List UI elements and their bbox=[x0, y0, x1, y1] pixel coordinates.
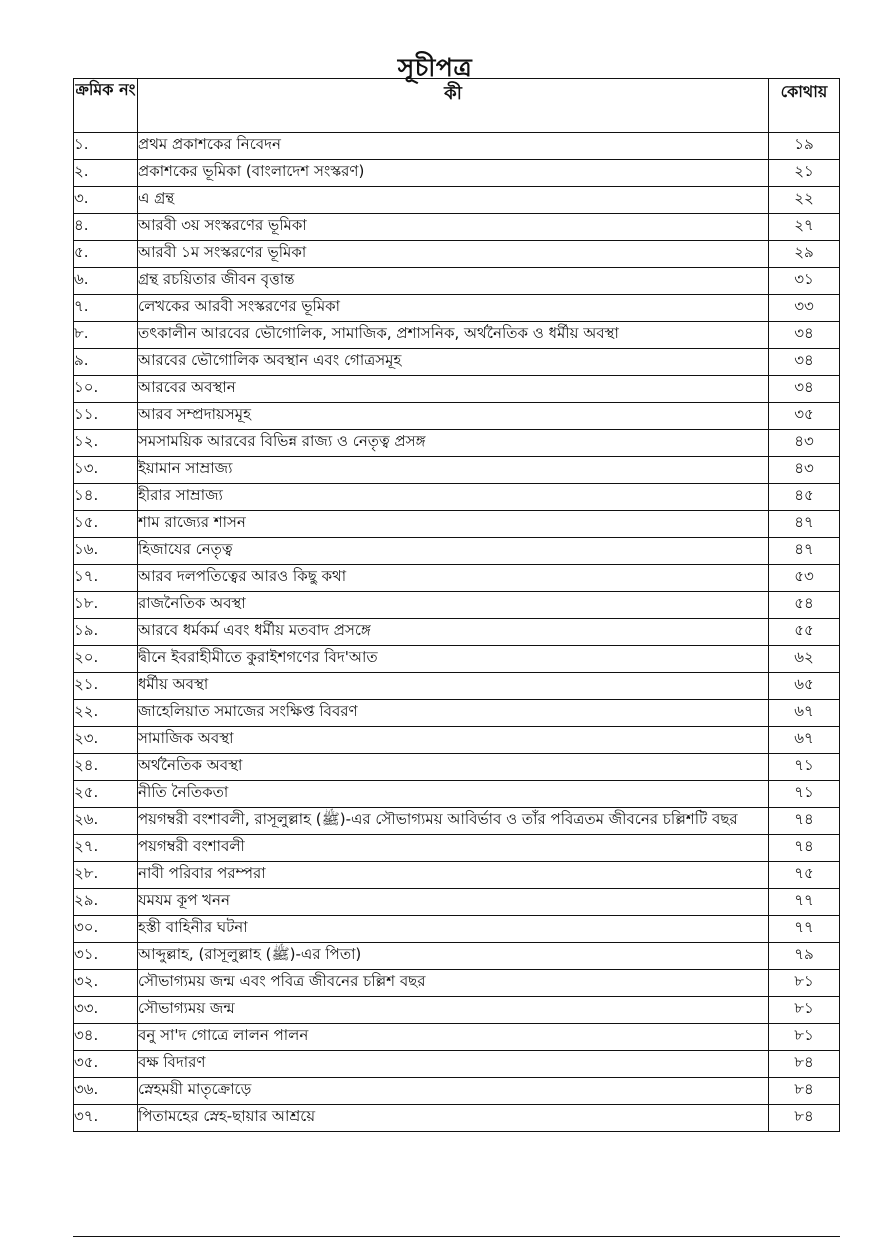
entry-title-cell: যমযম কূপ খনন bbox=[138, 889, 769, 916]
entry-title-cell: দ্বীনে ইবরাহীমীতে কুরাইশগণের বিদ'আত bbox=[138, 646, 769, 673]
page-number-cell: ৮৪ bbox=[769, 1051, 840, 1078]
table-row bbox=[74, 241, 840, 268]
serial-cell: ১৮. bbox=[74, 592, 138, 619]
serial-cell: ৩৬. bbox=[74, 1078, 138, 1105]
page-number-cell: ৭৭ bbox=[769, 889, 840, 916]
entry-title-cell: সৌভাগ্যময় জন্ম এবং পবিত্র জীবনের চল্লিশ বছর bbox=[138, 970, 769, 997]
page-number-cell: ৫৪ bbox=[769, 592, 840, 619]
serial-cell: ১৬. bbox=[74, 538, 138, 565]
serial-cell: ৩৫. bbox=[74, 1051, 138, 1078]
table-row bbox=[74, 1051, 840, 1078]
table-row bbox=[74, 862, 840, 889]
serial-cell: ৩৩. bbox=[74, 997, 138, 1024]
table-row bbox=[74, 484, 840, 511]
serial-cell: ২৬. bbox=[74, 808, 138, 835]
table-row bbox=[74, 565, 840, 592]
serial-cell: ৪. bbox=[74, 214, 138, 241]
page-number-cell: ৭১ bbox=[769, 781, 840, 808]
entry-title-cell: পয়গম্বরী বংশাবলী, রাসূলুল্লাহ (ﷺ)-এর সৌভাগ্যময় আবির্ভাব ও তাঁর পবিত্রতম জীবনের চল্লিশটি বছর bbox=[138, 808, 769, 835]
entry-title-cell: আরব সম্প্রদায়সমূহ bbox=[138, 403, 769, 430]
page-number-cell: ৪৭ bbox=[769, 511, 840, 538]
page-number-cell: ৪৩ bbox=[769, 457, 840, 484]
serial-cell: ২৫. bbox=[74, 781, 138, 808]
table-row bbox=[74, 700, 840, 727]
serial-cell: ৩. bbox=[74, 187, 138, 214]
page-number-cell: ৭১ bbox=[769, 754, 840, 781]
table-row bbox=[74, 133, 840, 160]
table-row bbox=[74, 889, 840, 916]
table-row bbox=[74, 673, 840, 700]
what-header: কী bbox=[138, 79, 769, 133]
serial-cell: ৩২. bbox=[74, 970, 138, 997]
page-number-cell: ৪৫ bbox=[769, 484, 840, 511]
entry-title-cell: ধর্মীয় অবস্থা bbox=[138, 673, 769, 700]
entry-title-cell: বনু সা'দ গোত্রে লালন পালন bbox=[138, 1024, 769, 1051]
serial-cell: ২১. bbox=[74, 673, 138, 700]
page-number-cell: ৮১ bbox=[769, 970, 840, 997]
where-header: কোথায় bbox=[769, 79, 840, 133]
table-row bbox=[74, 403, 840, 430]
serial-cell: ৭. bbox=[74, 295, 138, 322]
page-number-cell: ৭৭ bbox=[769, 916, 840, 943]
page-number-cell: ৪৩ bbox=[769, 430, 840, 457]
toc-table bbox=[73, 78, 840, 1132]
serial-cell: ৫. bbox=[74, 241, 138, 268]
serial-cell: ১৫. bbox=[74, 511, 138, 538]
entry-title-cell: প্রকাশকের ভূমিকা (বাংলাদেশ সংস্করণ) bbox=[138, 160, 769, 187]
table-row bbox=[74, 295, 840, 322]
table-row bbox=[74, 808, 840, 835]
serial-cell: ১১. bbox=[74, 403, 138, 430]
table-row bbox=[74, 1024, 840, 1051]
page-number-cell: ৭৪ bbox=[769, 835, 840, 862]
page-number-cell: ১৯ bbox=[769, 133, 840, 160]
table-row bbox=[74, 835, 840, 862]
serial-cell: ২০. bbox=[74, 646, 138, 673]
serial-cell: ২. bbox=[74, 160, 138, 187]
page-number-cell: ৮৪ bbox=[769, 1105, 840, 1132]
page-number-cell: ৭৫ bbox=[769, 862, 840, 889]
toc-body bbox=[74, 133, 840, 1132]
page-number-cell: ৬৫ bbox=[769, 673, 840, 700]
serial-header: ক্রমিক নং bbox=[74, 79, 138, 133]
page-number-cell: ২২ bbox=[769, 187, 840, 214]
serial-cell: ১. bbox=[74, 133, 138, 160]
serial-cell: ৩৭. bbox=[74, 1105, 138, 1132]
entry-title-cell: হিজাযের নেতৃত্ব bbox=[138, 538, 769, 565]
table-row bbox=[74, 754, 840, 781]
serial-cell: ৬. bbox=[74, 268, 138, 295]
page-number-cell: ৭৯ bbox=[769, 943, 840, 970]
entry-title-cell: আরবী ১ম সংস্করণের ভূমিকা bbox=[138, 241, 769, 268]
page-number-cell: ৮১ bbox=[769, 1024, 840, 1051]
table-cutoff-edge bbox=[73, 1236, 840, 1242]
toc-header-row bbox=[74, 79, 840, 133]
entry-title-cell: জাহেলিয়াত সমাজের সংক্ষিপ্ত বিবরণ bbox=[138, 700, 769, 727]
entry-title-cell: স্নেহময়ী মাতৃক্রোড়ে bbox=[138, 1078, 769, 1105]
page-number-cell: ৩৩ bbox=[769, 295, 840, 322]
page-number-cell: ৮৪ bbox=[769, 1078, 840, 1105]
table-row bbox=[74, 997, 840, 1024]
page-number-cell: ৩৪ bbox=[769, 322, 840, 349]
table-row bbox=[74, 1105, 840, 1132]
serial-cell: ২৩. bbox=[74, 727, 138, 754]
page-number-cell: ৩৫ bbox=[769, 403, 840, 430]
entry-title-cell: শাম রাজ্যের শাসন bbox=[138, 511, 769, 538]
page-number-cell: ৩১ bbox=[769, 268, 840, 295]
serial-cell: ১২. bbox=[74, 430, 138, 457]
page-number-cell: ৪৭ bbox=[769, 538, 840, 565]
serial-cell: ১৭. bbox=[74, 565, 138, 592]
page-number-cell: ৩৪ bbox=[769, 376, 840, 403]
entry-title-cell: সৌভাগ্যময় জন্ম bbox=[138, 997, 769, 1024]
entry-title-cell: নীতি নৈতিকতা bbox=[138, 781, 769, 808]
table-row bbox=[74, 781, 840, 808]
entry-title-cell: লেখকের আরবী সংস্করণের ভূমিকা bbox=[138, 295, 769, 322]
page-number-cell: ২৯ bbox=[769, 241, 840, 268]
page-number-cell: ৬২ bbox=[769, 646, 840, 673]
table-row bbox=[74, 1078, 840, 1105]
entry-title-cell: আরব দলপতিত্বের আরও কিছু কথা bbox=[138, 565, 769, 592]
entry-title-cell: এ গ্রন্থ bbox=[138, 187, 769, 214]
entry-title-cell: বক্ষ বিদারণ bbox=[138, 1051, 769, 1078]
entry-title-cell: ইয়ামান সাম্রাজ্য bbox=[138, 457, 769, 484]
table-row bbox=[74, 511, 840, 538]
entry-title-cell: সামাজিক অবস্থা bbox=[138, 727, 769, 754]
serial-cell: ১৯. bbox=[74, 619, 138, 646]
serial-cell: ২৯. bbox=[74, 889, 138, 916]
table-row bbox=[74, 376, 840, 403]
serial-cell: ১৪. bbox=[74, 484, 138, 511]
table-row bbox=[74, 187, 840, 214]
serial-cell: ১৩. bbox=[74, 457, 138, 484]
serial-cell: ২৪. bbox=[74, 754, 138, 781]
entry-title-cell: আরবে ধর্মকর্ম এবং ধর্মীয় মতবাদ প্রসঙ্গে bbox=[138, 619, 769, 646]
serial-cell: ১০. bbox=[74, 376, 138, 403]
table-row bbox=[74, 970, 840, 997]
entry-title-cell: নাবী পরিবার পরম্পরা bbox=[138, 862, 769, 889]
table-row bbox=[74, 727, 840, 754]
entry-title-cell: প্রথম প্রকাশকের নিবেদন bbox=[138, 133, 769, 160]
entry-title-cell: সমসাময়িক আরবের বিভিন্ন রাজ্য ও নেতৃত্ব প্রসঙ্গ bbox=[138, 430, 769, 457]
serial-cell: ২৭. bbox=[74, 835, 138, 862]
page-number-cell: ৭৪ bbox=[769, 808, 840, 835]
entry-title-cell: গ্রন্থ রচয়িতার জীবন বৃত্তান্ত bbox=[138, 268, 769, 295]
serial-cell: ৩১. bbox=[74, 943, 138, 970]
table-row bbox=[74, 538, 840, 565]
table-row bbox=[74, 430, 840, 457]
table-row bbox=[74, 646, 840, 673]
entry-title-cell: আরবী ৩য় সংস্করণের ভূমিকা bbox=[138, 214, 769, 241]
entry-title-cell: অর্থনৈতিক অবস্থা bbox=[138, 754, 769, 781]
table-row bbox=[74, 619, 840, 646]
entry-title-cell: আরবের অবস্থান bbox=[138, 376, 769, 403]
table-row bbox=[74, 160, 840, 187]
table-row bbox=[74, 349, 840, 376]
page-number-cell: ৮১ bbox=[769, 997, 840, 1024]
serial-cell: ৯. bbox=[74, 349, 138, 376]
page-number-cell: ৫৩ bbox=[769, 565, 840, 592]
table-row bbox=[74, 592, 840, 619]
table-row bbox=[74, 457, 840, 484]
table-row bbox=[74, 943, 840, 970]
page-number-cell: ২১ bbox=[769, 160, 840, 187]
entry-title-cell: হস্তী বাহিনীর ঘটনা bbox=[138, 916, 769, 943]
page-number-cell: ৬৭ bbox=[769, 700, 840, 727]
page-title: সূচীপত্র bbox=[397, 53, 473, 82]
serial-cell: ২২. bbox=[74, 700, 138, 727]
page-number-cell: ৩৪ bbox=[769, 349, 840, 376]
table-row bbox=[74, 916, 840, 943]
page-number-cell: ৬৭ bbox=[769, 727, 840, 754]
table-row bbox=[74, 322, 840, 349]
table-row bbox=[74, 214, 840, 241]
serial-cell: ৩৪. bbox=[74, 1024, 138, 1051]
entry-title-cell: আরবের ভৌগোলিক অবস্থান এবং গোত্রসমূহ bbox=[138, 349, 769, 376]
entry-title-cell: তৎকালীন আরবের ভৌগোলিক, সামাজিক, প্রশাসনিক, অর্থনৈতিক ও ধর্মীয় অবস্থা bbox=[138, 322, 769, 349]
page-number-cell: ২৭ bbox=[769, 214, 840, 241]
entry-title-cell: হীরার সাম্রাজ্য bbox=[138, 484, 769, 511]
entry-title-cell: রাজনৈতিক অবস্থা bbox=[138, 592, 769, 619]
table-row bbox=[74, 268, 840, 295]
serial-cell: ২৮. bbox=[74, 862, 138, 889]
entry-title-cell: পিতামহের স্নেহ-ছায়ার আশ্রয়ে bbox=[138, 1105, 769, 1132]
serial-cell: ৩০. bbox=[74, 916, 138, 943]
entry-title-cell: আব্দুল্লাহ, (রাসূলুল্লাহ (ﷺ)-এর পিতা) bbox=[138, 943, 769, 970]
serial-cell: ৮. bbox=[74, 322, 138, 349]
page-number-cell: ৫৫ bbox=[769, 619, 840, 646]
entry-title-cell: পয়গম্বরী বংশাবলী bbox=[138, 835, 769, 862]
